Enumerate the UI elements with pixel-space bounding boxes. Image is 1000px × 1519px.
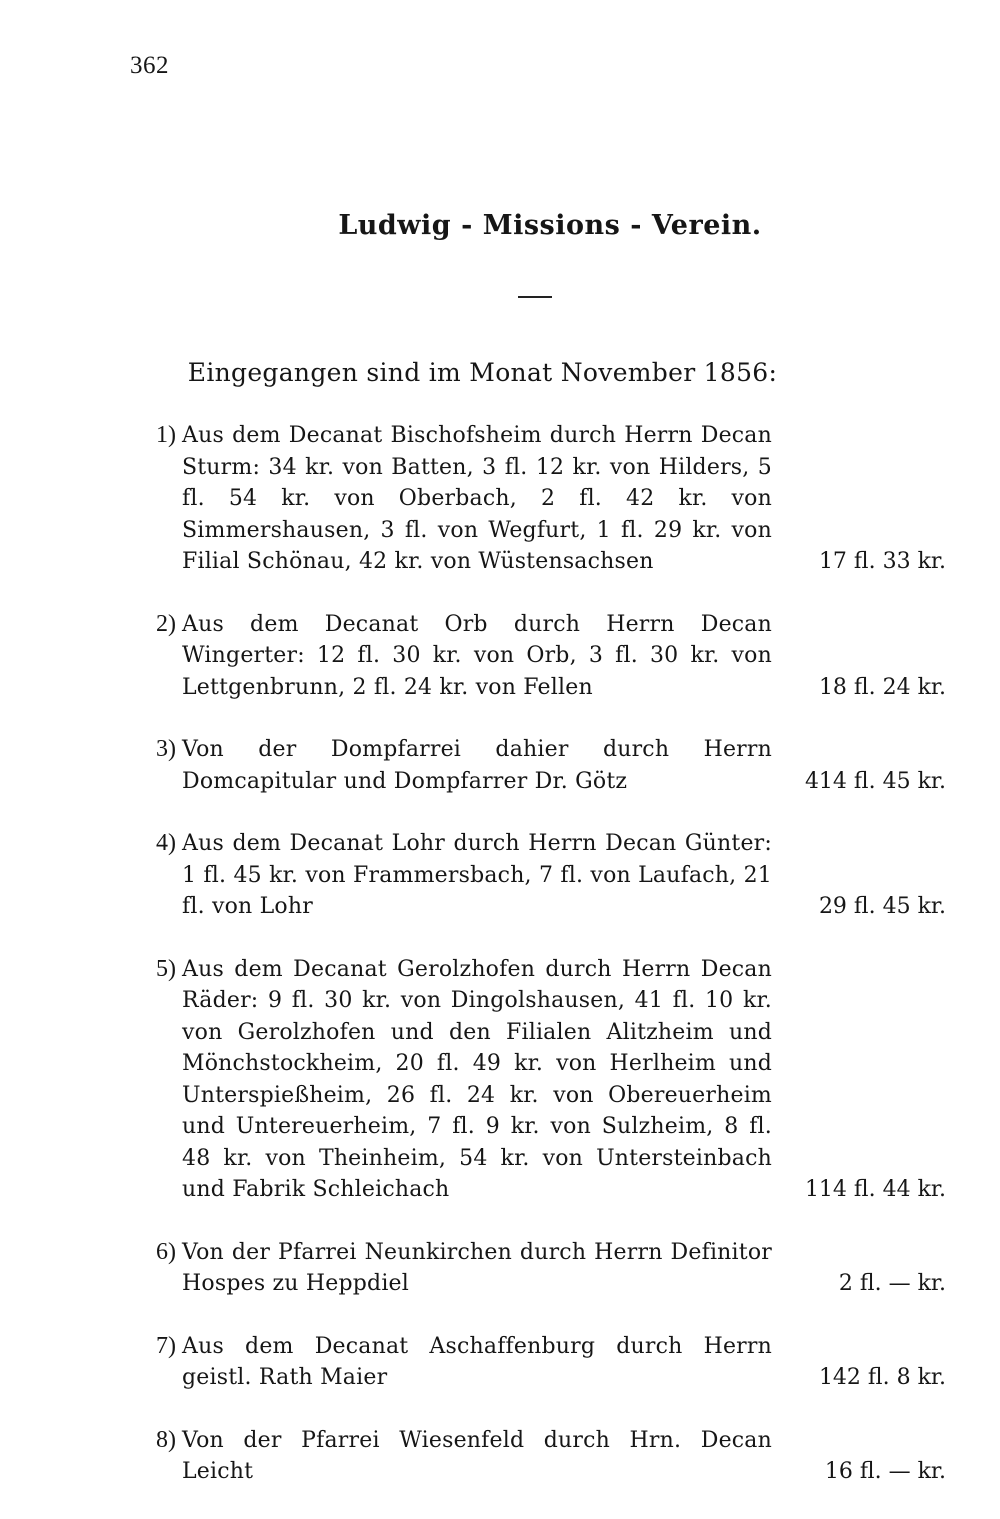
entry-amount: 142 fl. 8 kr. — [818, 1365, 946, 1390]
list-item — [130, 1425, 950, 1488]
list-item — [130, 609, 950, 704]
page-title: Ludwig - Missions - Verein. — [338, 210, 762, 241]
title-divider — [518, 296, 552, 298]
entry-number: 7) — [156, 1332, 176, 1359]
entry-number: 4) — [156, 830, 176, 856]
list-item — [130, 1331, 950, 1394]
entry-amount: 17 fl. 33 kr. — [818, 549, 946, 574]
entry-text: Aus dem Decanat Orb durch Herrn Decan Wingerter: 12 fl. 30 kr. von Orb, 3 fl. 30 kr. von Lettgenbrunn, 2 fl. 24 kr. von Fellen — [182, 611, 772, 700]
entry-text: Aus dem Decanat Bischofsheim durch Herrn Decan Sturm: 34 kr. von Batten, 3 fl. 12 kr. von Hilders, 5 fl. 54 kr. von Oberbach, 2 fl. 42 kr. von Simmershausen, 3 fl. von Wegfurt, 1 fl. 29 kr. von Filial Schönau, 42 kr. von Wüstensachsen — [182, 423, 772, 574]
entry-text: Von der Pfarrei Neunkirchen durch Herrn Definitor Hospes zu Heppdiel — [182, 1239, 772, 1296]
list-item — [130, 420, 950, 578]
donation-list — [130, 420, 950, 1519]
entry-amount: 29 fl. 45 kr. — [818, 894, 946, 919]
entry-number: 3) — [156, 736, 176, 762]
list-item — [130, 954, 950, 1206]
list-item — [130, 734, 950, 797]
entry-amount: 18 fl. 24 kr. — [818, 674, 946, 700]
entry-text: Aus dem Decanat Gerolzhofen durch Herrn Decan Räder: 9 fl. 30 kr. von Dingolshausen, 41 fl. 10 kr. von Gerolzhofen und den Filialen Alitzheim und Mönchstockheim, 20 fl. 49 kr. von Herlheim und Unterspießheim, 26 fl. 24 kr. von Obereuerheim und Untereuerheim, 7 fl. 9 kr. von Sulzheim, 8 fl. 48 kr. von Theinheim, 54 kr. von Untersteinbach und Fabrik Schleichach — [182, 956, 772, 1202]
entry-text: Von der Pfarrei Wiesenfeld durch Hrn. Decan Leicht — [182, 1427, 772, 1484]
entry-amount: 114 fl. 44 kr. — [804, 1177, 946, 1202]
entry-text: Aus dem Decanat Lohr durch Herrn Decan Günter: 1 fl. 45 kr. von Frammersbach, 7 fl. von Laufach, 21 fl. von Lohr — [182, 831, 772, 919]
entry-number: 6) — [156, 1238, 176, 1265]
intro-line: Eingegangen sind im Monat November 1856: — [187, 358, 778, 387]
entry-number: 2) — [156, 610, 176, 637]
entry-amount: 16 fl. — kr. — [824, 1459, 946, 1484]
entry-amount: 2 fl. — kr. — [838, 1271, 946, 1296]
entry-number: 1) — [156, 422, 176, 448]
entry-amount: 414 fl. 45 kr. — [804, 768, 946, 794]
entry-number: 8) — [156, 1426, 176, 1453]
entry-number: 5) — [156, 955, 176, 982]
entry-text: Aus dem Decanat Aschaffenburg durch Herrn geistl. Rath Maier — [182, 1333, 772, 1390]
entry-text: Von der Dompfarrei dahier durch Herrn Domcapitular und Dompfarrer Dr. Götz — [182, 737, 772, 794]
list-item — [130, 828, 950, 923]
page-number: 362 — [130, 52, 169, 79]
list-item — [130, 1237, 950, 1300]
